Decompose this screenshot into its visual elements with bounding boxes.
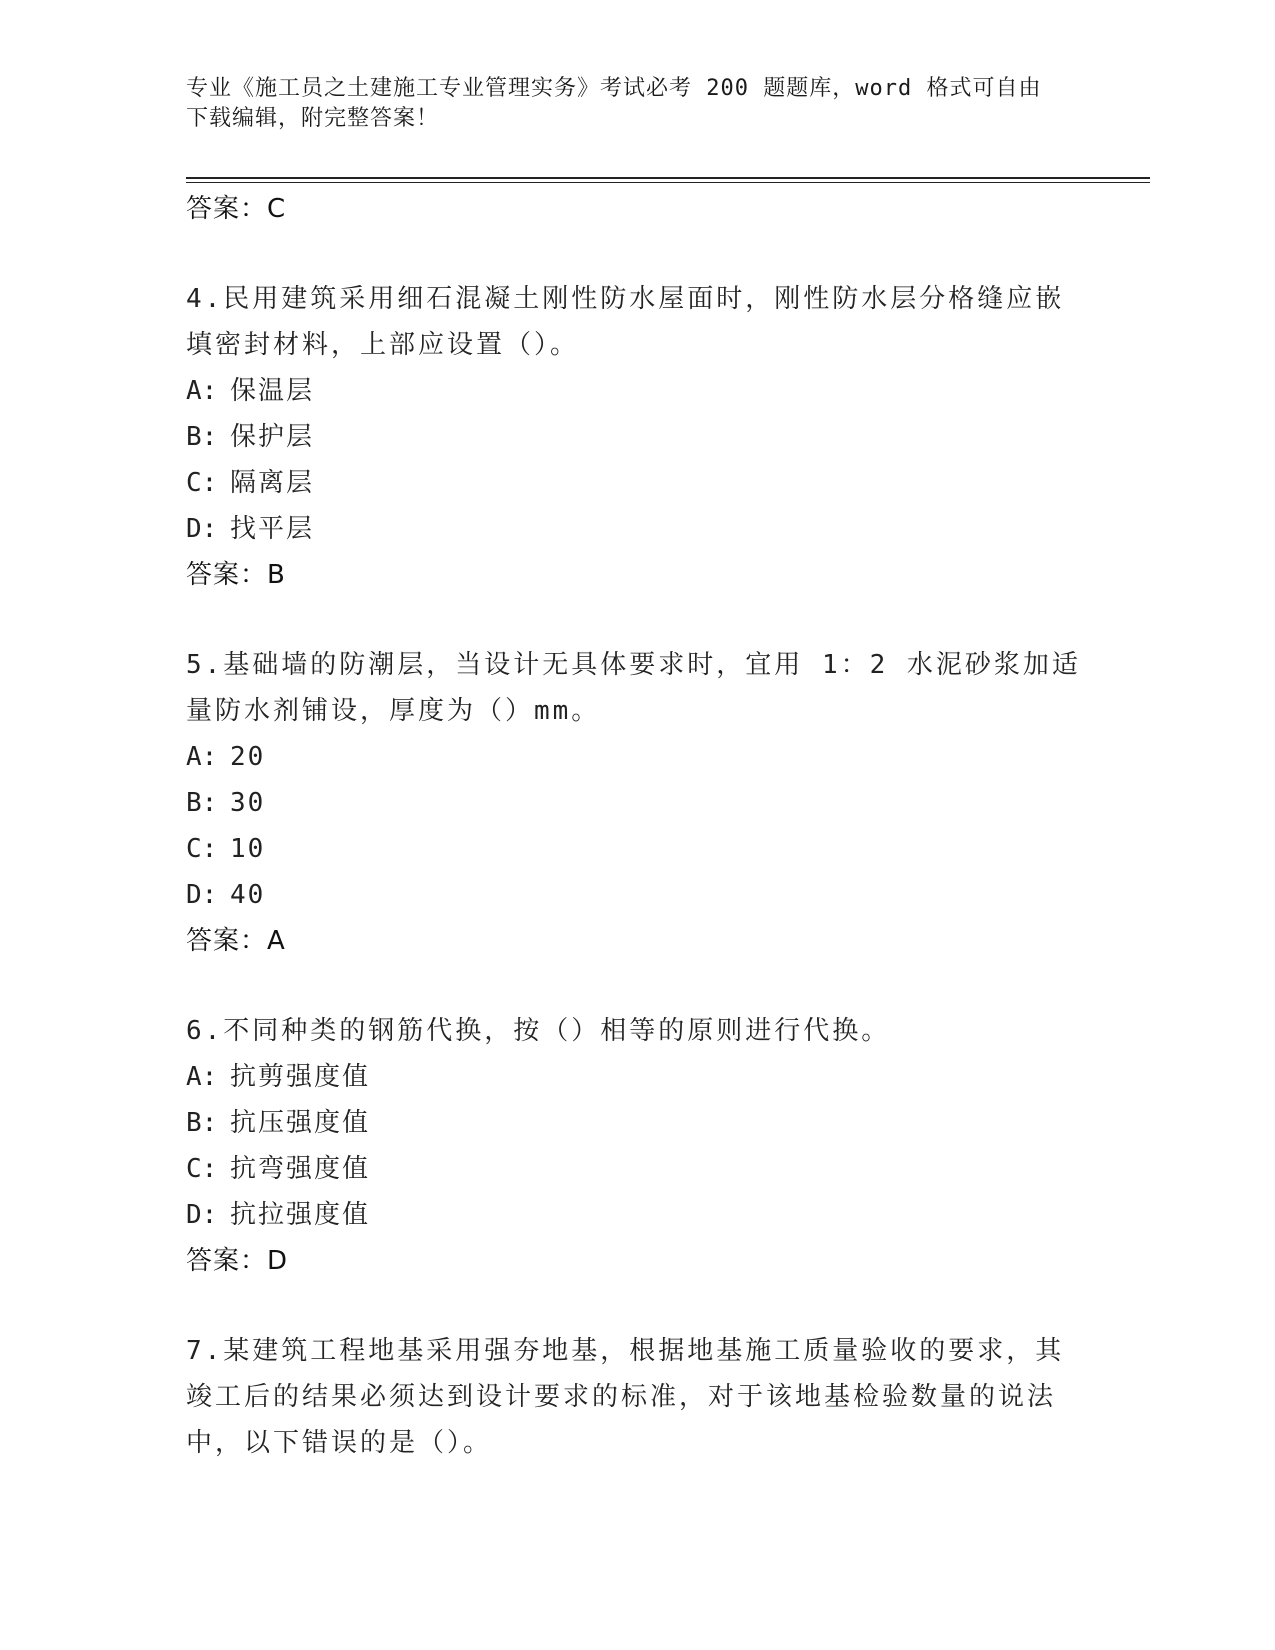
option-letter: A: xyxy=(186,742,218,772)
question-text: 7.某建筑工程地基采用强夯地基，根据地基施工质量验收的要求，其竣工后的结果必须达到设计要求的标准，对于该地基检验数量的说法中，以下错误的是（）。 xyxy=(186,1336,1065,1458)
previous-answer: 答案：C xyxy=(186,194,287,224)
option-b xyxy=(186,414,1086,460)
answer: 答案：A xyxy=(186,926,286,956)
header-line-2: 下载编辑，附完整答案！ xyxy=(186,106,440,131)
header-rule-thick xyxy=(186,177,1150,179)
option-d xyxy=(186,506,1086,552)
document-body xyxy=(186,186,1086,1466)
option-text: 20 xyxy=(230,742,266,772)
option-text: 40 xyxy=(230,880,266,910)
option-c xyxy=(186,826,1086,872)
option-c xyxy=(186,460,1086,506)
header-line-1: 专业《施工员之土建施工专业管理实务》考试必考 200 题题库，word 格式可自由 xyxy=(186,76,1042,101)
option-letter: A: xyxy=(186,376,218,406)
option-text: 10 xyxy=(230,834,266,864)
answer: 答案：B xyxy=(186,560,286,590)
question-text: 6.不同种类的钢筋代换，按（）相等的原则进行代换。 xyxy=(186,1016,891,1046)
option-letter: C: xyxy=(186,1154,218,1184)
question-text: 4.民用建筑采用细石混凝土刚性防水屋面时，刚性防水层分格缝应嵌填密封材料，上部应设置（）。 xyxy=(186,284,1065,360)
option-b xyxy=(186,1100,1086,1146)
option-text: 隔离层 xyxy=(230,468,315,498)
option-c xyxy=(186,1146,1086,1192)
option-letter: D: xyxy=(186,1200,218,1230)
option-text: 保护层 xyxy=(230,422,315,452)
question-4 xyxy=(186,276,1086,598)
document-header xyxy=(186,74,1066,134)
answer: 答案：D xyxy=(186,1246,289,1276)
option-d xyxy=(186,872,1086,918)
option-text: 找平层 xyxy=(230,514,315,544)
option-letter: B: xyxy=(186,422,218,452)
option-a xyxy=(186,368,1086,414)
option-a xyxy=(186,1054,1086,1100)
option-b xyxy=(186,780,1086,826)
option-text: 抗弯强度值 xyxy=(230,1154,371,1184)
header-rule-thin xyxy=(186,182,1150,183)
option-text: 保温层 xyxy=(230,376,315,406)
question-5 xyxy=(186,642,1086,964)
option-text: 抗剪强度值 xyxy=(230,1062,371,1092)
option-letter: B: xyxy=(186,1108,218,1138)
option-letter: C: xyxy=(186,468,218,498)
question-6 xyxy=(186,1008,1086,1284)
option-letter: D: xyxy=(186,514,218,544)
option-text: 30 xyxy=(230,788,266,818)
option-d xyxy=(186,1192,1086,1238)
option-letter: D: xyxy=(186,880,218,910)
question-text: 5.基础墙的防潮层，当设计无具体要求时，宜用 1：2 水泥砂浆加适量防水剂铺设，厚度为（）mm。 xyxy=(186,650,1081,726)
option-a xyxy=(186,734,1086,780)
option-letter: A: xyxy=(186,1062,218,1092)
option-letter: C: xyxy=(186,834,218,864)
option-text: 抗拉强度值 xyxy=(230,1200,371,1230)
option-text: 抗压强度值 xyxy=(230,1108,371,1138)
question-7 xyxy=(186,1328,1086,1466)
option-letter: B: xyxy=(186,788,218,818)
